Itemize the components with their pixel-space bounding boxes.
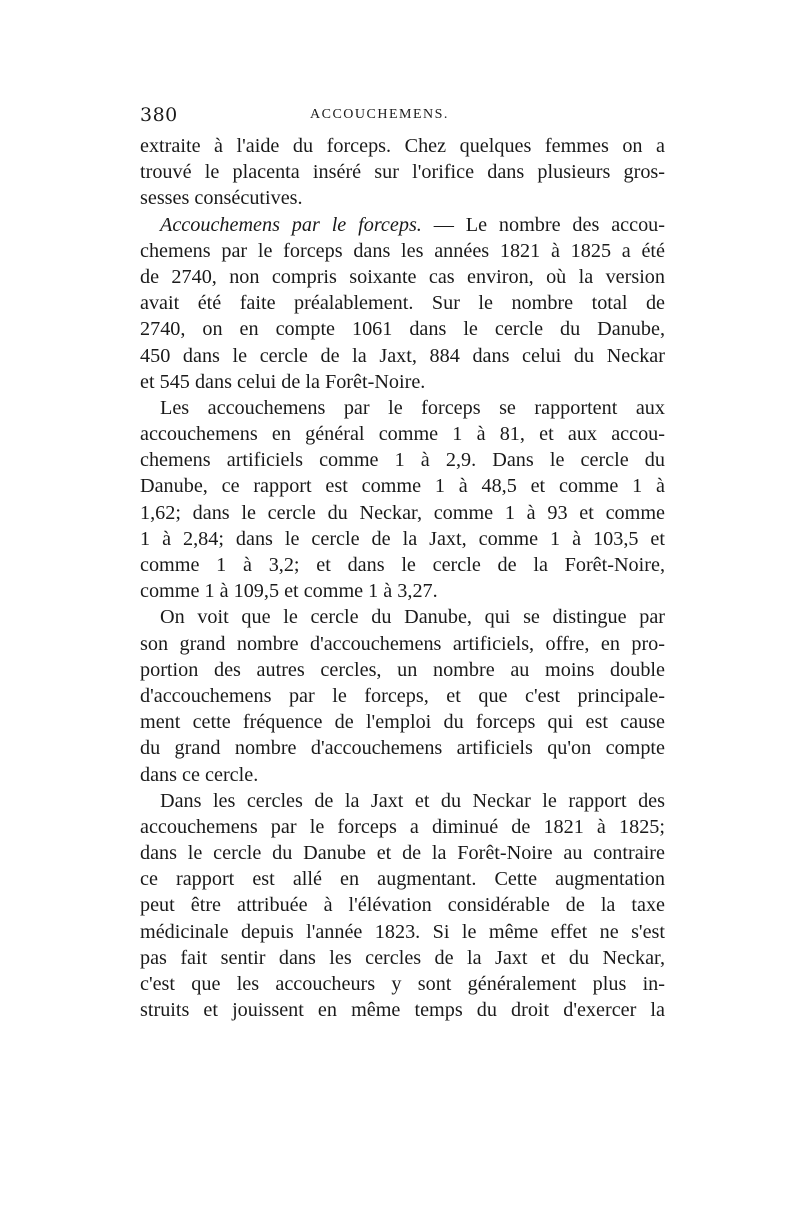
- text-line: dans le cercle du Danube et de la Forêt-Noire au contraire: [140, 842, 665, 865]
- body-text: [140, 133, 665, 1023]
- text-line: 1 à 2,84; dans le cercle de la Jaxt, comme 1 à 103,5 et: [140, 527, 665, 550]
- paragraph: [140, 604, 665, 787]
- paragraph: [140, 788, 665, 1024]
- text-line: [140, 212, 665, 238]
- text-line: comme 1 à 109,5 et comme 1 à 3,27.: [140, 580, 438, 603]
- text-line: du grand nombre d'accouchemens artificiels qu'on compte: [140, 737, 665, 760]
- text-line: pas fait sentir dans les cercles de la Jaxt et du Neckar,: [140, 946, 665, 969]
- text-line: ment cette fréquence de l'emploi du forceps qui est cause: [140, 711, 665, 734]
- paragraph: [140, 133, 665, 212]
- text-line: 450 dans le cercle de la Jaxt, 884 dans celui du Neckar: [140, 344, 665, 367]
- text-line: ce rapport est allé en augmentant. Cette augmentation: [140, 868, 665, 891]
- text-line: On voit que le cercle du Danube, qui se distingue par: [160, 606, 665, 629]
- text-line: Dans les cercles de la Jaxt et du Neckar le rapport des: [160, 789, 665, 812]
- paragraph: [140, 395, 665, 605]
- text-line: médicinale depuis l'année 1823. Si le même effet ne s'est: [140, 920, 665, 943]
- text-line: chemens par le forceps dans les années 1821 à 1825 a été: [140, 239, 665, 262]
- text-line: de 2740, non compris soixante cas environ, où la version: [140, 265, 665, 288]
- text-line: Danube, ce rapport est comme 1 à 48,5 et comme 1 à: [140, 475, 665, 498]
- text-line: d'accouchemens par le forceps, et que c'est principale-: [140, 684, 665, 707]
- section-heading: Accouchemens par le forceps.: [160, 213, 422, 236]
- text-line: portion des autres cercles, un nombre au moins double: [140, 658, 665, 681]
- page-header: [140, 104, 665, 128]
- text-line: dans ce cercle.: [140, 763, 259, 786]
- page-number: 380: [140, 104, 178, 126]
- text-line: sesses consécutives.: [140, 187, 303, 210]
- paragraph: [140, 212, 665, 395]
- text-line: Les accouchemens par le forceps se rapportent aux: [160, 396, 665, 419]
- text-line: 2740, on en compte 1061 dans le cercle du Danube,: [140, 318, 665, 341]
- text-line: avait été faite préalablement. Sur le nombre total de: [140, 292, 665, 315]
- text-line: chemens artificiels comme 1 à 2,9. Dans le cercle du: [140, 449, 665, 472]
- text-line: accouchemens en général comme 1 à 81, et aux accou-: [140, 423, 665, 446]
- text-line: struits et jouissent en même temps du droit d'exercer la: [140, 999, 665, 1022]
- text-line: peut être attribuée à l'élévation considérable de la taxe: [140, 894, 665, 917]
- text-line: et 545 dans celui de la Forêt-Noire.: [140, 370, 426, 393]
- text-line: son grand nombre d'accouchemens artificiels, offre, en pro-: [140, 632, 665, 655]
- text-line: trouvé le placenta inséré sur l'orifice dans plusieurs gros-: [140, 161, 665, 184]
- running-head: ACCOUCHEMENS.: [310, 107, 449, 122]
- text-run: — Le nombre des accou-: [421, 213, 665, 236]
- text-line: c'est que les accoucheurs y sont généralement plus in-: [140, 973, 665, 995]
- text-line: extraite à l'aide du forceps. Chez quelques femmes on a: [140, 135, 665, 157]
- text-line: 1,62; dans le cercle du Neckar, comme 1 à 93 et comme: [140, 501, 665, 524]
- text-line: comme 1 à 3,2; et dans le cercle de la Forêt-Noire,: [140, 554, 665, 576]
- text-line: accouchemens par le forceps a diminué de 1821 à 1825;: [140, 815, 665, 838]
